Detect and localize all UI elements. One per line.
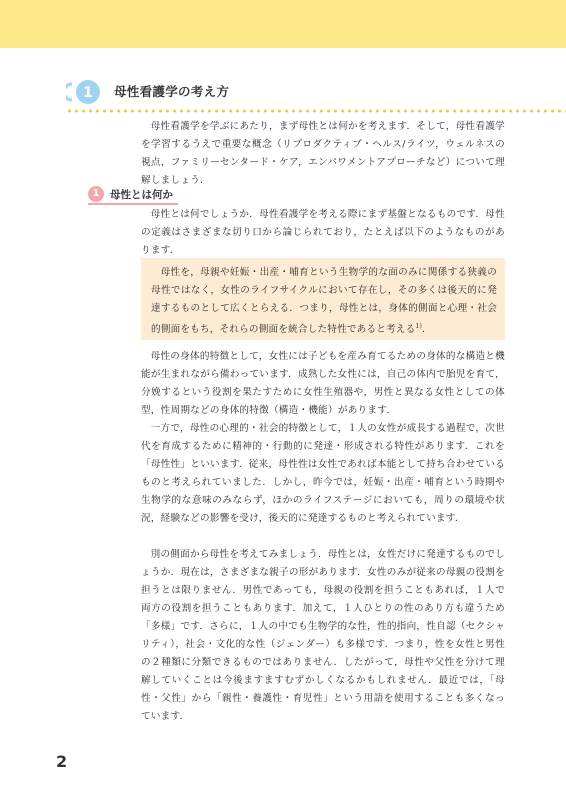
quote-reference: 1)	[415, 323, 422, 330]
subsection-number-badge: 1	[88, 186, 104, 202]
dotted-rule	[66, 109, 566, 113]
page-number: 2	[56, 752, 68, 771]
paragraph-4: 別の側面から母性を考えてみましょう．母性とは，女性だけに発達するものでしょうか．現在は，さまざまな親子の形があります．女性のみが従来の母親の役割を担うとは限りません．男性であっても，母親の役割を担うこともあれば，１人で両方の役割を担うこともあります．加えて，１人ひとりの性のあり方も違うため「多様」です．さらに，１人の中でも生物学的な性，性的指向，性自認（セクシャリティ），社会・文化的な性（ジェンダー）も多様です．つまり，性を女性と男性の２種類に分類できるものではありません．したがって，母性や父性を分けて理解していくことは今後ますますむずかしくなるかもしれません．最近では，「母性・父性」から「親性・養護性・育児性」という用語を使用することも多くなっています．	[141, 549, 505, 722]
section-title: 母性看護学の考え方	[114, 84, 230, 99]
intro-paragraph: 母性看護学を学ぶにあたり，まず母性とは何かを考えます．そして，母性看護学を学習するうえで重要な概念（リプロダクティブ・ヘルス/ライツ，ウェルネスの視点，ファミリーセンタード・ケア，エンパワメントアプローチなど）について理解しましょう．	[141, 121, 505, 186]
top-decorative-band	[0, 0, 566, 48]
quote-text: 母性を，母親や妊娠・出産・哺育という生物学的な面のみに関係する狭義の母性ではなく，女性のライフサイクルにおいて存在し，その多くは後天的に発達するものとして広くとらえる．つまり，母性とは，身体的側面と心理・社会的側面をもち，それらの側面を統合した特性であると考える	[151, 267, 497, 336]
paragraph-1: 母性とは何でしょうか．母性看護学を考える際にまず基盤となるものです．母性の定義はさまざまな切り口から論じられており，たとえば以下のようなものがあります．	[141, 209, 505, 256]
definition-quote-box	[141, 258, 505, 340]
quote-end: ．	[422, 324, 432, 336]
quote-text-block	[141, 258, 505, 339]
section-number: 1	[83, 85, 93, 101]
subsection-title: 母性とは何か	[110, 189, 173, 201]
paragraph-2: 母性の身体的特徴として，女性には子どもを産み育てるための身体的な構造と機能が生まれながら備わっています．成熟した女性には，自己の体内で胎児を育て，分娩するという役割を果たすために女性生殖器や，男性と異なる女性としての体型，性周期などの身体的特徴（構造・機能）があります．	[141, 351, 505, 416]
subsection-heading	[88, 184, 268, 204]
scallop-edge	[0, 34, 566, 50]
section-number-icon	[66, 78, 102, 106]
paragraph-3: 一方で，母性の心理的・社会的特徴として，１人の女性が成長する過程で，次世代を育成するために精神的・行動的に発達・形成される特性があります．これを「母性性」といいます．従来，母性性は女性であれば本能として持ち合わせているものと考えられていました．しかし，昨今では，妊娠・出産・哺育という時期や生物学的な意味のみならず，ほかのライフステージにおいても，周りの環境や状況，経験などの影響を受け，後天的に発達するものと考えられています．	[141, 423, 505, 524]
section-heading	[66, 78, 516, 108]
subsection-underline	[88, 203, 178, 205]
